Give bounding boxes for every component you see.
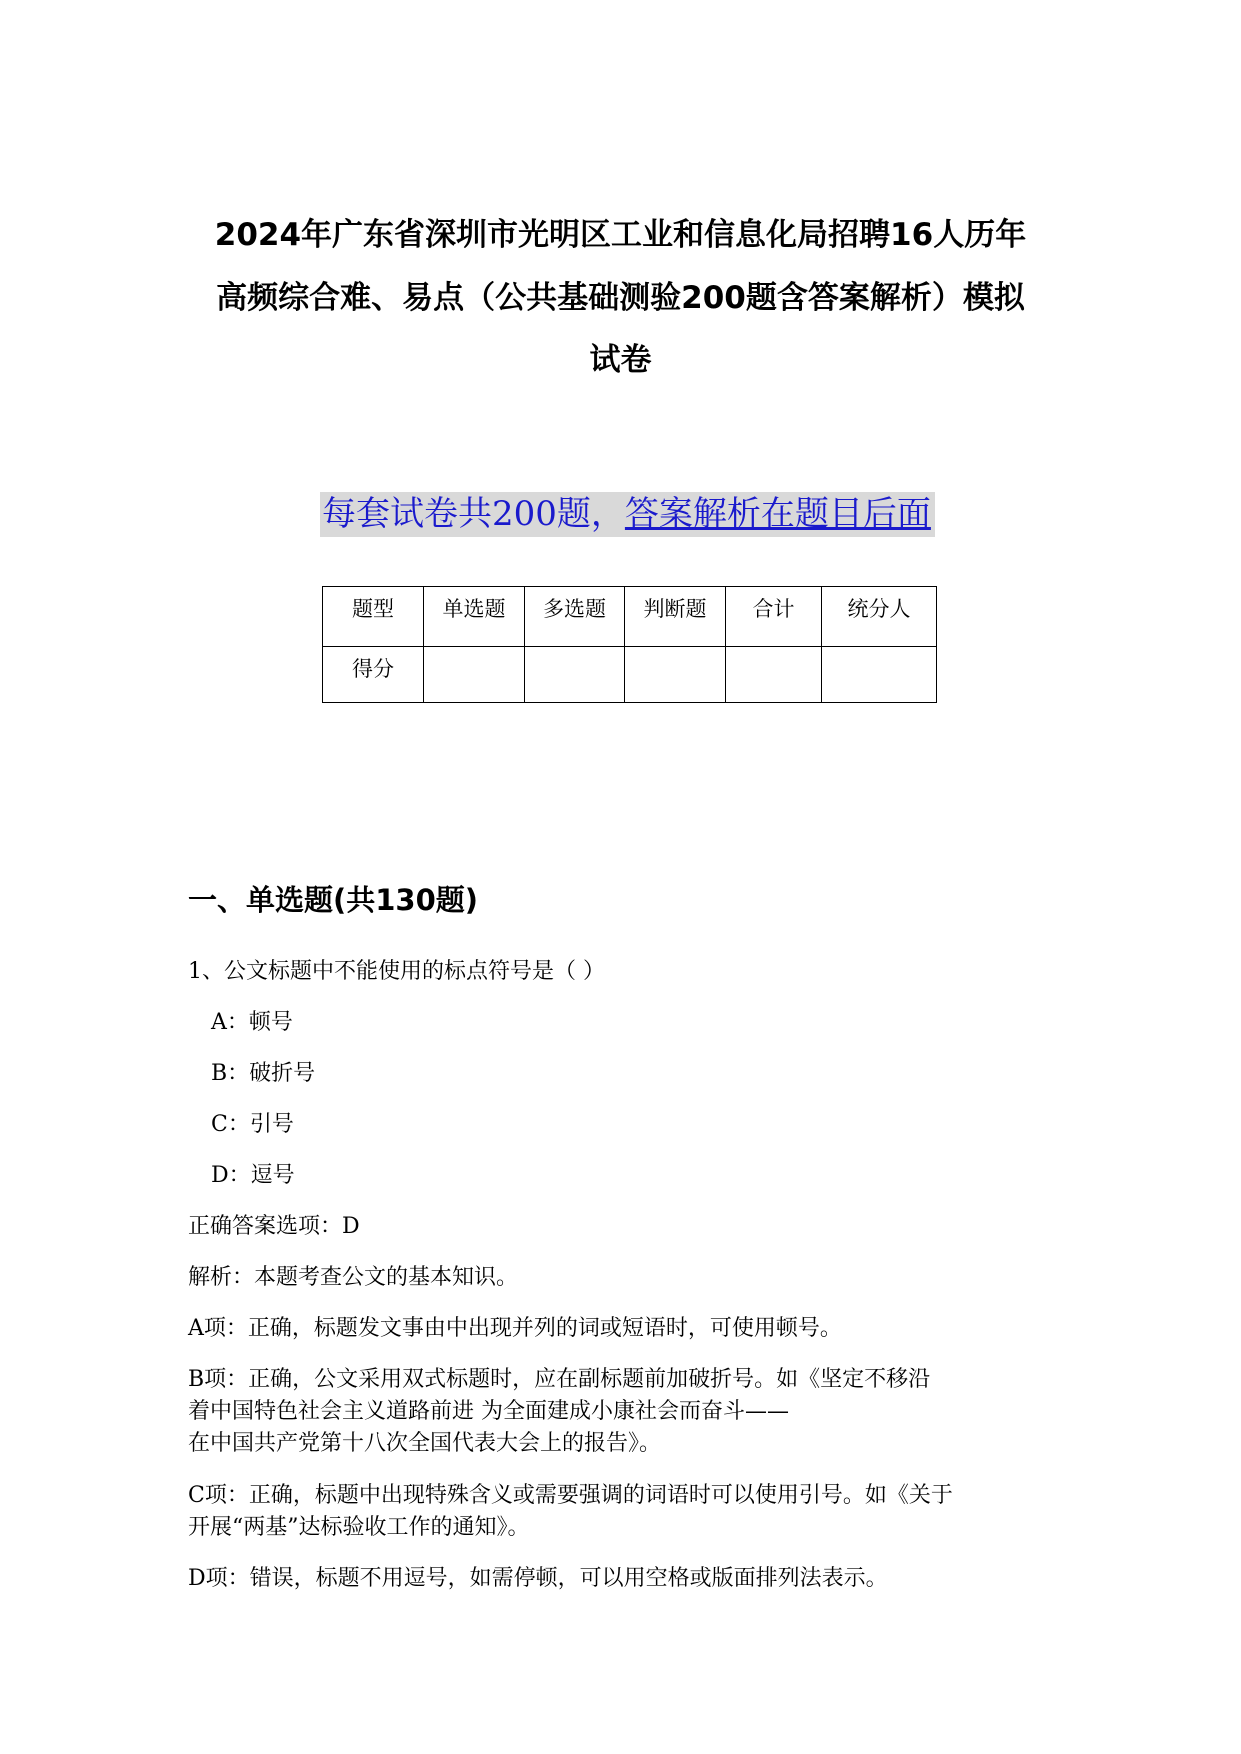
score-table-header-cell: 判断题 — [625, 587, 726, 647]
analysis-item-d: D项：错误，标题不用逗号，如需停顿，可以用空格或版面排列法表示。 — [188, 1566, 888, 1591]
section-heading: 一、单选题(共130题) — [188, 883, 479, 917]
score-cell[interactable] — [525, 647, 625, 703]
option-a: A：顿号 — [211, 1010, 293, 1035]
score-cell[interactable] — [726, 647, 822, 703]
option-b: B：破折号 — [211, 1061, 316, 1086]
score-row-label: 得分 — [323, 647, 424, 703]
score-table-header-cell: 题型 — [323, 587, 424, 647]
notice-banner-text: 每套试卷共200题， — [322, 494, 625, 534]
score-table-header-cell: 统分人 — [822, 587, 937, 647]
document-title-line-2: 高频综合难、易点（公共基础测验200题含答案解析）模拟 — [216, 280, 1025, 316]
score-table-score-row — [323, 647, 937, 703]
question-stem: 1、公文标题中不能使用的标点符号是（ ） — [188, 959, 605, 984]
analysis-intro: 解析：本题考查公文的基本知识。 — [188, 1265, 519, 1290]
analysis-item-a: A项：正确，标题发文事由中出现并列的词或短语时，可使用顿号。 — [188, 1316, 842, 1341]
analysis-item-b-line-1: B项：正确，公文采用双式标题时，应在副标题前加破折号。如《坚定不移沿 — [188, 1367, 931, 1392]
analysis-item-c-line-2: 开展“两基”达标验收工作的通知》。 — [188, 1515, 530, 1540]
notice-banner-link[interactable]: 答案解析在题目后面 — [624, 494, 931, 534]
correct-answer: 正确答案选项：D — [188, 1214, 360, 1239]
score-table-header-cell: 多选题 — [525, 587, 625, 647]
score-cell[interactable] — [822, 647, 937, 703]
document-title-line-3: 试卷 — [589, 342, 652, 378]
document-title-line-1: 2024年广东省深圳市光明区工业和信息化局招聘16人历年 — [214, 217, 1027, 253]
score-table-header-cell: 合计 — [726, 587, 822, 647]
score-cell[interactable] — [625, 647, 726, 703]
option-c: C：引号 — [211, 1112, 294, 1137]
notice-banner — [320, 492, 935, 537]
score-table-header-row — [323, 587, 937, 647]
analysis-item-c-line-1: C项：正确，标题中出现特殊含义或需要强调的词语时可以使用引号。如《关于 — [188, 1483, 953, 1508]
score-table — [322, 586, 937, 703]
analysis-item-b-line-3: 在中国共产党第十八次全国代表大会上的报告》。 — [188, 1431, 662, 1456]
score-cell[interactable] — [424, 647, 525, 703]
option-d: D：逗号 — [211, 1163, 295, 1188]
score-table-header-cell: 单选题 — [424, 587, 525, 647]
analysis-item-b-line-2: 着中国特色社会主义道路前进 为全面建成小康社会而奋斗—— — [188, 1399, 789, 1424]
